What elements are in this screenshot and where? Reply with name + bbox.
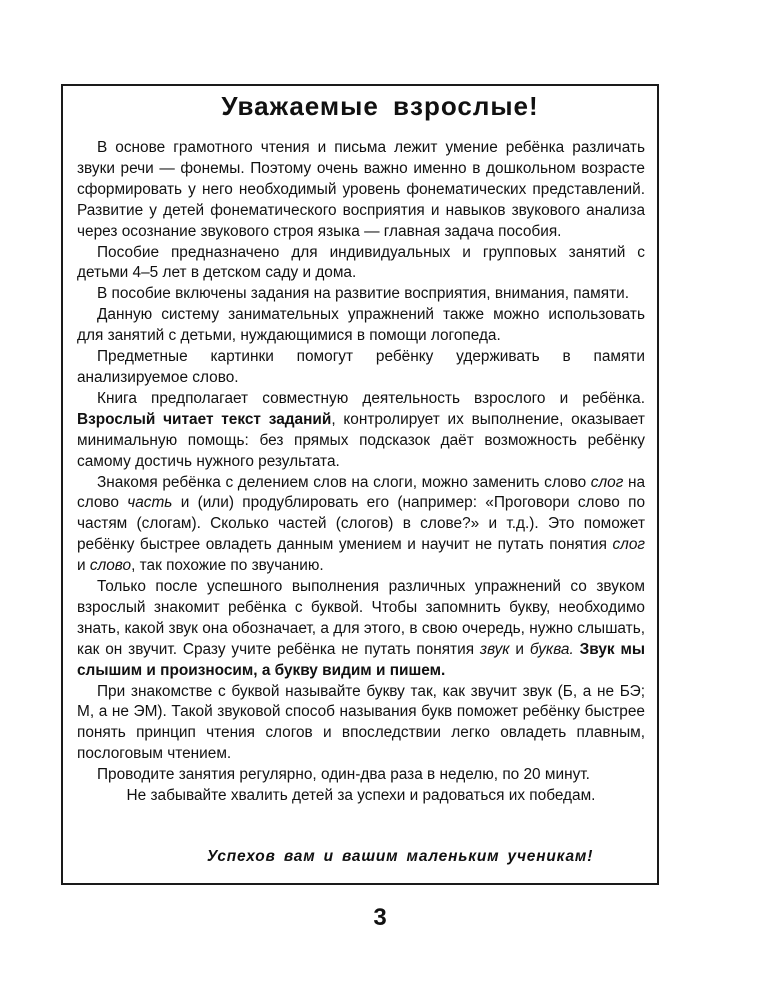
text-run: и (или) продублировать его (например: «Проговори слово по частям (слогам). Сколько частей (слогов) в слове?» и т.д.). Это поможет ребёнку быстрее овладеть данным умением и научит не путать понятия — [77, 494, 646, 554]
text-run: Только после успешного выполнения различных упражнений со звуком взрослый знакомит ребёнка с буквой. Чтобы запомнить букву, необходимо знать, какой звук она обозначает, а для этого, в свою очередь, нужно слышать, как он звучит. Сразу учите ребёнка не путать понятия — [77, 578, 645, 658]
text-run: , контролирует их выполнение, оказывает минимальную помощь: без прямых подсказок даёт возможность ребёнку самому достичь нужного результата. — [77, 410, 645, 470]
paragraph — [77, 577, 645, 682]
text-run-italic: слово — [89, 557, 132, 575]
paragraph — [77, 305, 645, 347]
text-run-italic: звук — [479, 640, 510, 658]
text-run: Пособие предназначено для индивидуальных и групповых занятий с детьми 4–5 лет в детском саду и дома. — [77, 243, 645, 282]
text-run: и — [509, 640, 530, 658]
text-run-italic: буква. — [529, 640, 574, 658]
text-run-italic: часть — [127, 494, 173, 512]
paragraph — [77, 138, 645, 243]
text-run: Книга предполагает совместную деятельность взрослого и ребёнка. — [97, 389, 645, 407]
text-run-bold: Звук мы слышим и произносим, а букву видим и пишем. — [77, 640, 645, 679]
paragraph — [77, 682, 645, 766]
closing-line: Успехов вам и вашим маленьким ученикам! — [206, 848, 594, 865]
paragraph — [77, 284, 645, 305]
paragraph — [77, 786, 645, 807]
paragraph — [77, 347, 645, 389]
text-run: Проводите занятия регулярно, один-два раза в неделю, по 20 минут. — [97, 766, 590, 784]
page-title: Уважаемые взрослые! — [221, 91, 539, 121]
text-run: Знакомя ребёнка с делением слов на слоги, можно заменить слово — [97, 473, 591, 491]
text-run: , так похожие по звучанию. — [131, 557, 324, 575]
page-number: 3 — [373, 904, 387, 931]
text-run: Данную систему занимательных упражнений также можно использовать для занятий с детьми, нуждающимися в помощи логопеда. — [77, 306, 645, 345]
paragraph — [77, 473, 645, 578]
text-run: Предметные картинки помогут ребёнку удерживать в памяти анализируемое слово. — [77, 348, 645, 386]
paragraph — [77, 243, 645, 285]
text-run: В основе грамотного чтения и письма лежит умение ребёнка различать звуки речи — фонемы. Поэтому очень важно именно в дошкольном возрасте сформировать у него необходимый уровень фонематических представлений. Развитие у детей фонематического восприятия и навыков звукового анализа через осознание звукового строя языка — главная задача пособия. — [77, 139, 645, 240]
paragraph — [77, 389, 645, 473]
text-run-italic: слог — [612, 536, 645, 554]
text-run: на слово — [77, 473, 646, 512]
text-run: и — [77, 557, 90, 575]
text-run-bold: Взрослый читает текст заданий — [77, 410, 332, 428]
text-run: В пособие включены задания на развитие восприятия, внимания, памяти. — [97, 285, 629, 303]
text-run: При знакомстве с буквой называйте букву так, как звучит звук (Б, а не БЭ; М, а не ЭМ). Такой звуковой способ называния букв поможет ребёнку быстрее понять принцип чтения слогов и впоследствии легко овладеть плавным, послоговым чтением. — [77, 682, 645, 763]
body-text — [77, 138, 645, 807]
text-run-italic: слог — [590, 473, 624, 491]
paragraph — [77, 765, 645, 786]
text-run: Не забывайте хвалить детей за успехи и радоваться их победам. — [126, 787, 596, 805]
